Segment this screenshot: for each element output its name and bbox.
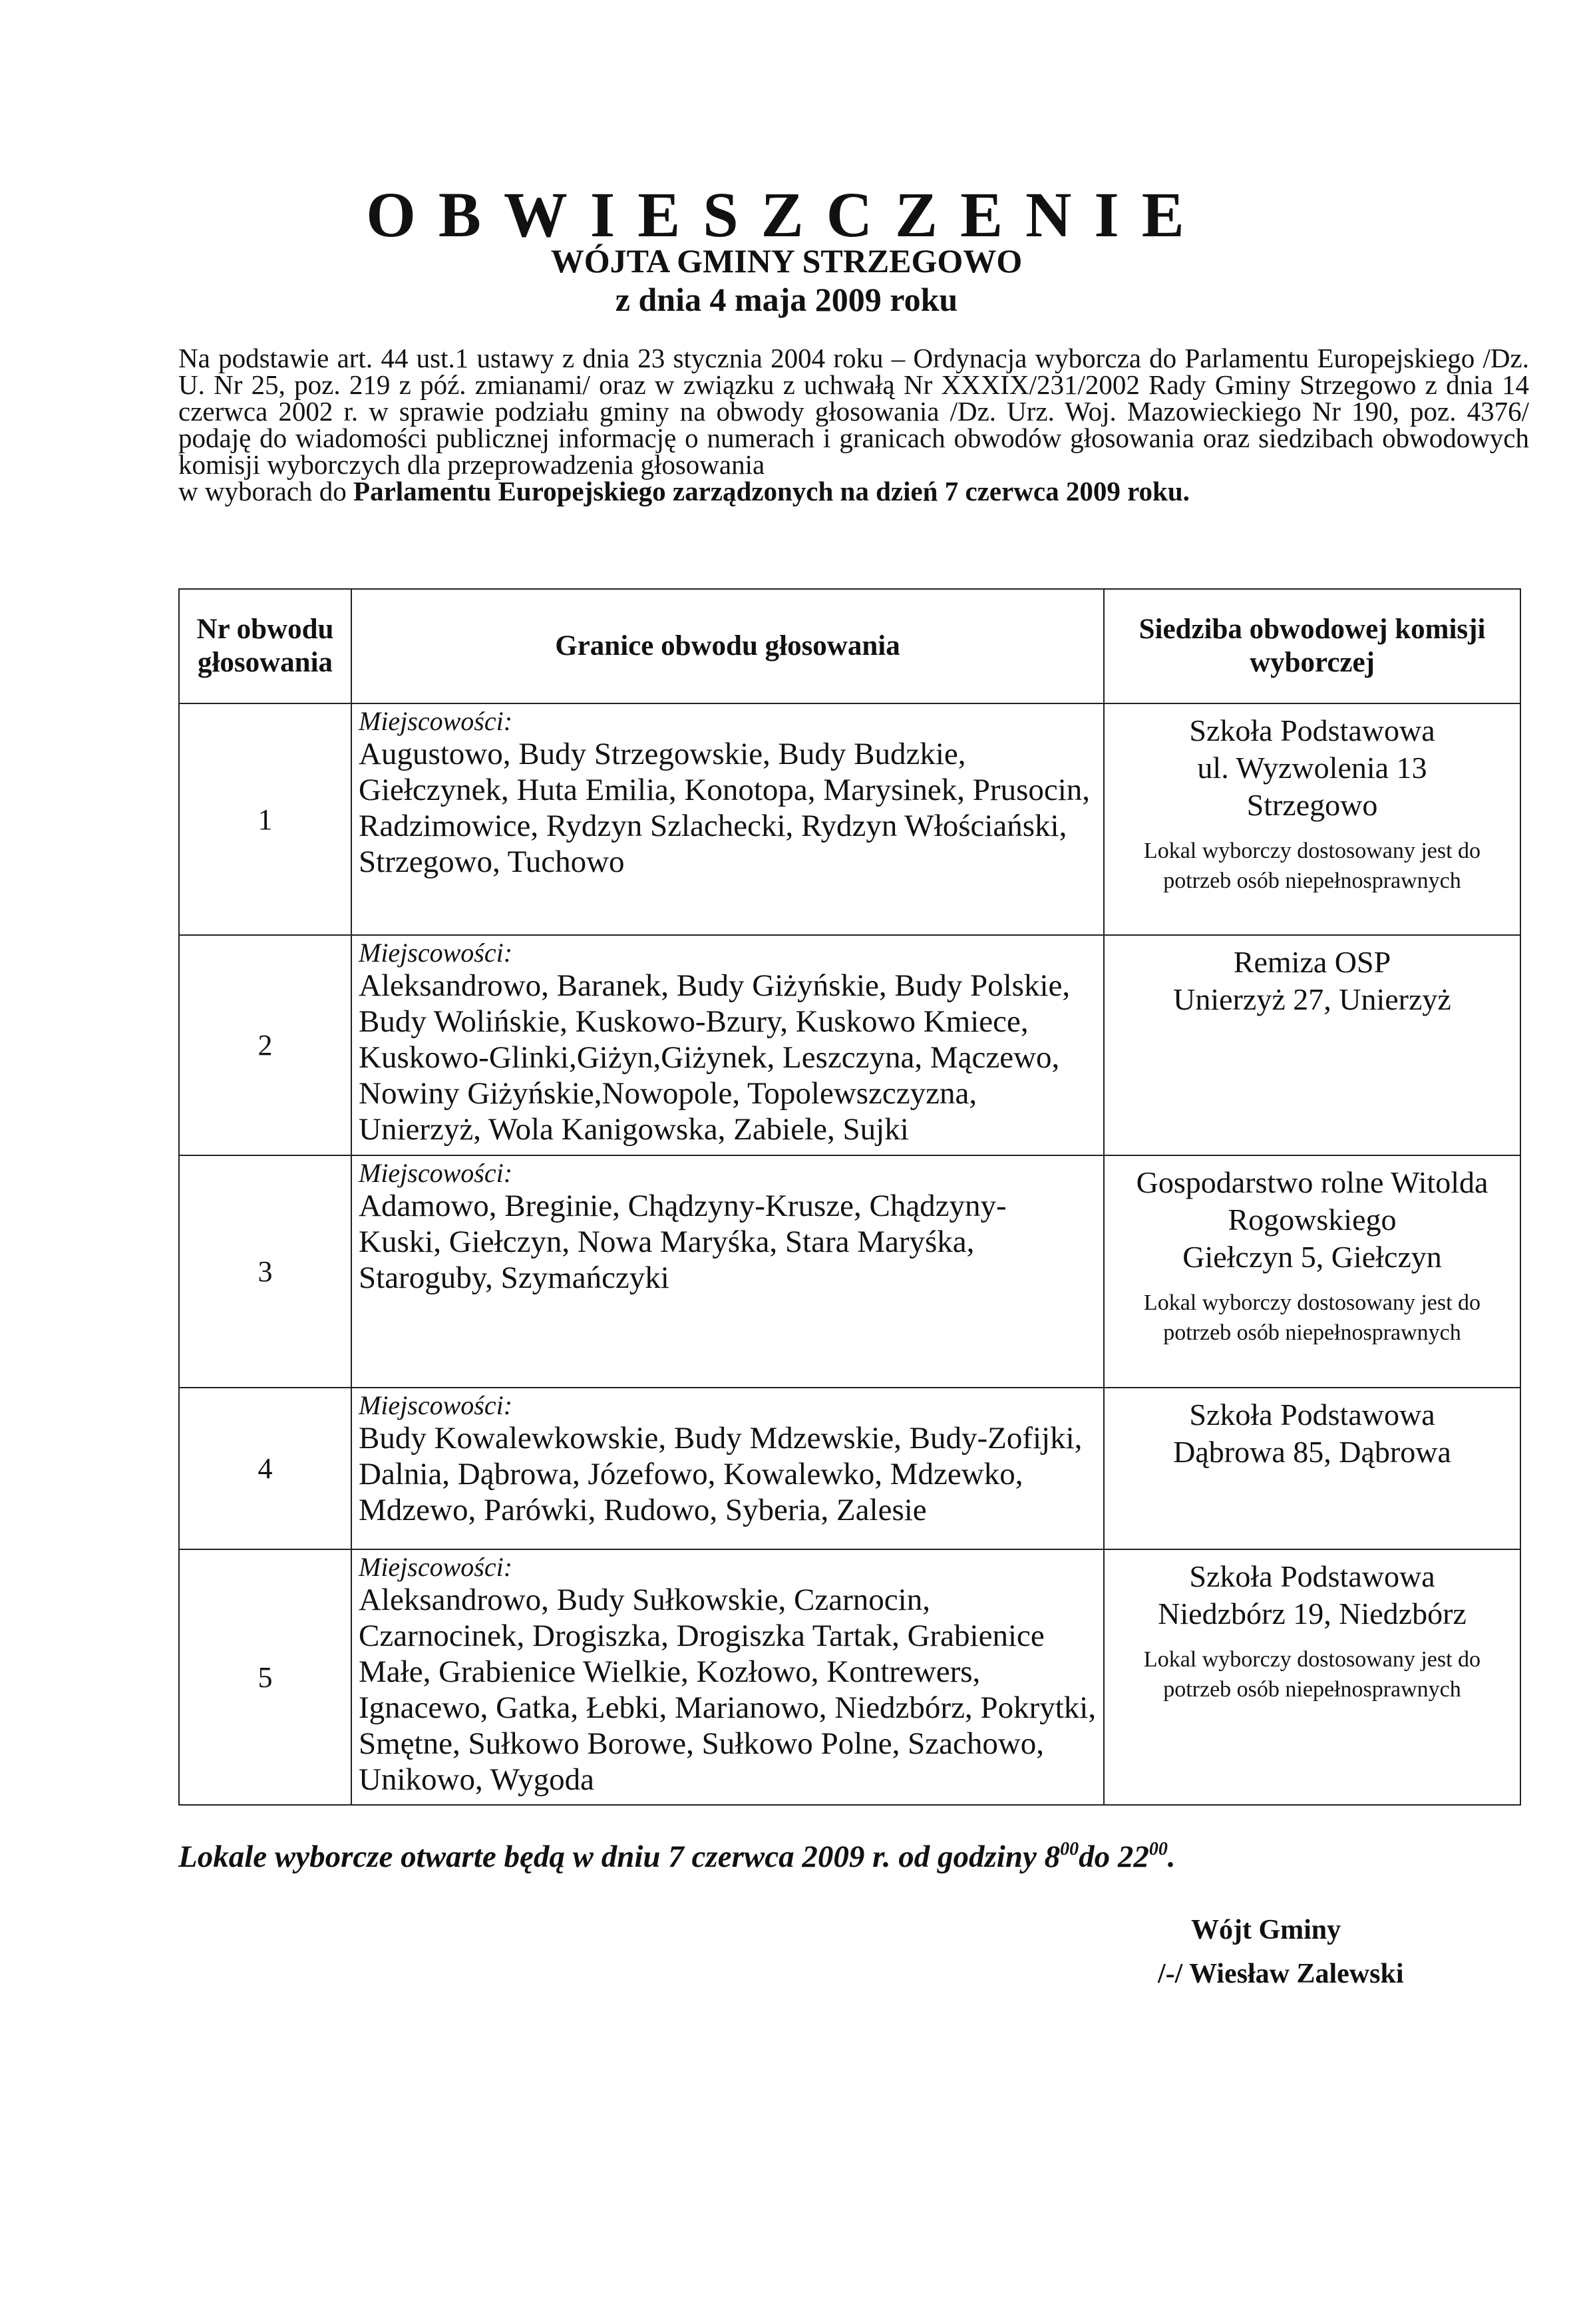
table-header-row [179,589,1520,703]
opening-hours-note [178,1837,1509,1877]
places-list: Aleksandrowo, Budy Sułkowskie, Czarnocin, Czarnocinek, Drogiszka, Drogiszka Tartak, Grabienice Małe, Grabienice Wielkie, Kozłowo, Kontrewers, Ignacewo, Gatka, Łebki, Marianowo, Niedzbórz, Pokrytki, Smętne, Sułkowo Borowe, Sułkowo Polne, Szachowo, Unikowo, Wygoda [359,1583,1097,1797]
document-title: OBWIESZCZENIE [366,179,1207,250]
district-number: 4 [179,1388,351,1549]
intro-paragraph [178,345,1529,504]
district-number: 5 [179,1549,351,1805]
places-label: Miejscowości: [359,1552,513,1582]
district-number: 3 [179,1155,351,1388]
header-bounds: Granice obwodu głosowania [351,589,1104,703]
intro-text: Na podstawie art. 44 ust.1 ustawy z dnia 23 stycznia 2004 roku – Ordynacja wyborcza do Parlamentu Europejskiego /Dz. U. Nr 25, poz. 219 z póź. zmianami/ oraz w związku z uchwałą Nr XXXIX/231/2002 Rady Gminy Strzegowo z dnia 14 czerwca 2002 r. w sprawie podziału gminy na obwody głosowania /Dz. Urz. Woj. Mazowieckiego Nr 190, poz. 4376/ podaję do wiadomości publicznej informację o numerach i granicach obwodów głosowania oraz siedzibach obwodowych komisji wyborczych dla przeprowadzenia głosowania [178,343,1529,480]
districts-table [178,588,1521,1806]
intro-last-bold: Parlamentu Europejskiego zarządzonych na dzień 7 czerwca 2009 roku. [353,476,1190,506]
table-row [179,703,1520,935]
opening-middle: do 22 [1079,1840,1149,1874]
places-list: Budy Kowalewkowskie, Budy Mdzewskie, Budy-Zofijki, Dalnia, Dąbrowa, Józefowo, Kowalewko, Mdzewko, Mdzewo, Parówki, Rudowo, Syberia, Zalesie [359,1421,1083,1527]
header-seat: Siedziba obwodowej komisji wyborczej [1104,589,1520,703]
district-number: 2 [179,935,351,1155]
document-subtitle: WÓJTA GMINY STRZEGOWO [550,242,1023,280]
district-bounds [351,1388,1104,1549]
places-list: Augustowo, Budy Strzegowskie, Budy Budzkie, Giełczynek, Huta Emilia, Konotopa, Marysinek, Prusocin, Radzimowice, Rydzyn Szlachecki, Rydzyn Włościański, Strzegowo, Tuchowo [359,737,1091,879]
seat-name: Szkoła Podstawowa [1189,1559,1435,1593]
district-bounds [351,1155,1104,1388]
seat-address: Niedzbórz 19, Niedzbórz [1158,1597,1467,1631]
table-row [179,935,1520,1155]
district-number: 1 [179,703,351,935]
seat-address: Unierzyż 27, Unierzyż [1173,982,1451,1016]
opening-text: Lokale wyborcze otwarte będą w dniu 7 czerwca 2009 r. od godziny 8 [178,1840,1061,1874]
table-row [179,1549,1520,1805]
seat-name: Szkoła Podstawowa [1189,713,1435,747]
accessibility-note: Lokal wyborczy dostosowany jest do potrzeb osób niepełnosprawnych [1143,839,1481,893]
seat-location: Strzegowo [1246,788,1378,822]
document-date: z dnia 4 maja 2009 roku [615,281,958,318]
accessibility-note: Lokal wyborczy dostosowany jest do potrzeb osób niepełnosprawnych [1143,1290,1481,1345]
table-row [179,1155,1520,1388]
places-label: Miejscowości: [359,1390,513,1420]
places-label: Miejscowości: [359,706,513,736]
signature-name: /-/ Wiesław Zalewski [1158,1959,1404,1989]
places-label: Miejscowości: [359,938,513,968]
district-seat [1104,1549,1520,1805]
signature-role: Wójt Gminy [1191,1915,1341,1945]
seat-name: Gospodarstwo rolne Witolda Rogowskiego [1136,1165,1488,1237]
places-label: Miejscowości: [359,1158,513,1188]
district-seat [1104,703,1520,935]
district-seat [1104,935,1520,1155]
seat-address: Giełczyn 5, Giełczyn [1182,1240,1442,1274]
intro-last-line [178,478,1529,504]
opening-end-minutes: 00 [1148,1839,1168,1859]
district-bounds [351,703,1104,935]
accessibility-note: Lokal wyborczy dostosowany jest do potrzeb osób niepełnosprawnych [1143,1647,1481,1702]
seat-address: Dąbrowa 85, Dąbrowa [1173,1435,1451,1469]
district-seat [1104,1155,1520,1388]
seat-name: Szkoła Podstawowa [1189,1398,1435,1432]
opening-end: . [1167,1840,1176,1874]
district-bounds [351,935,1104,1155]
opening-start-minutes: 00 [1060,1839,1079,1859]
places-list: Adamowo, Breginie, Chądzyny-Krusze, Chądzyny- Kuski, Giełczyn, Nowa Maryśka, Stara Maryśka, Staroguby, Szymańczyki [359,1189,1007,1295]
table-row [179,1388,1520,1549]
header-number: Nr obwodu głosowania [179,589,351,703]
places-list: Aleksandrowo, Baranek, Budy Giżyńskie, Budy Polskie, Budy Wolińskie, Kuskowo-Bzury, Kuskowo Kmiece, Kuskowo-Glinki,Giżyn,Giżynek, Leszczyna, Mączewo, Nowiny Giżyńskie,Nowopole, Topolewszczyzna, Unierzyż, Wola Kanigowska, Zabiele, Sujki [359,968,1071,1147]
district-seat [1104,1388,1520,1549]
seat-address: ul. Wyzwolenia 13 [1197,751,1427,785]
intro-last-prefix: w wyborach do [178,476,354,506]
seat-name: Remiza OSP [1233,945,1391,979]
district-bounds [351,1549,1104,1805]
